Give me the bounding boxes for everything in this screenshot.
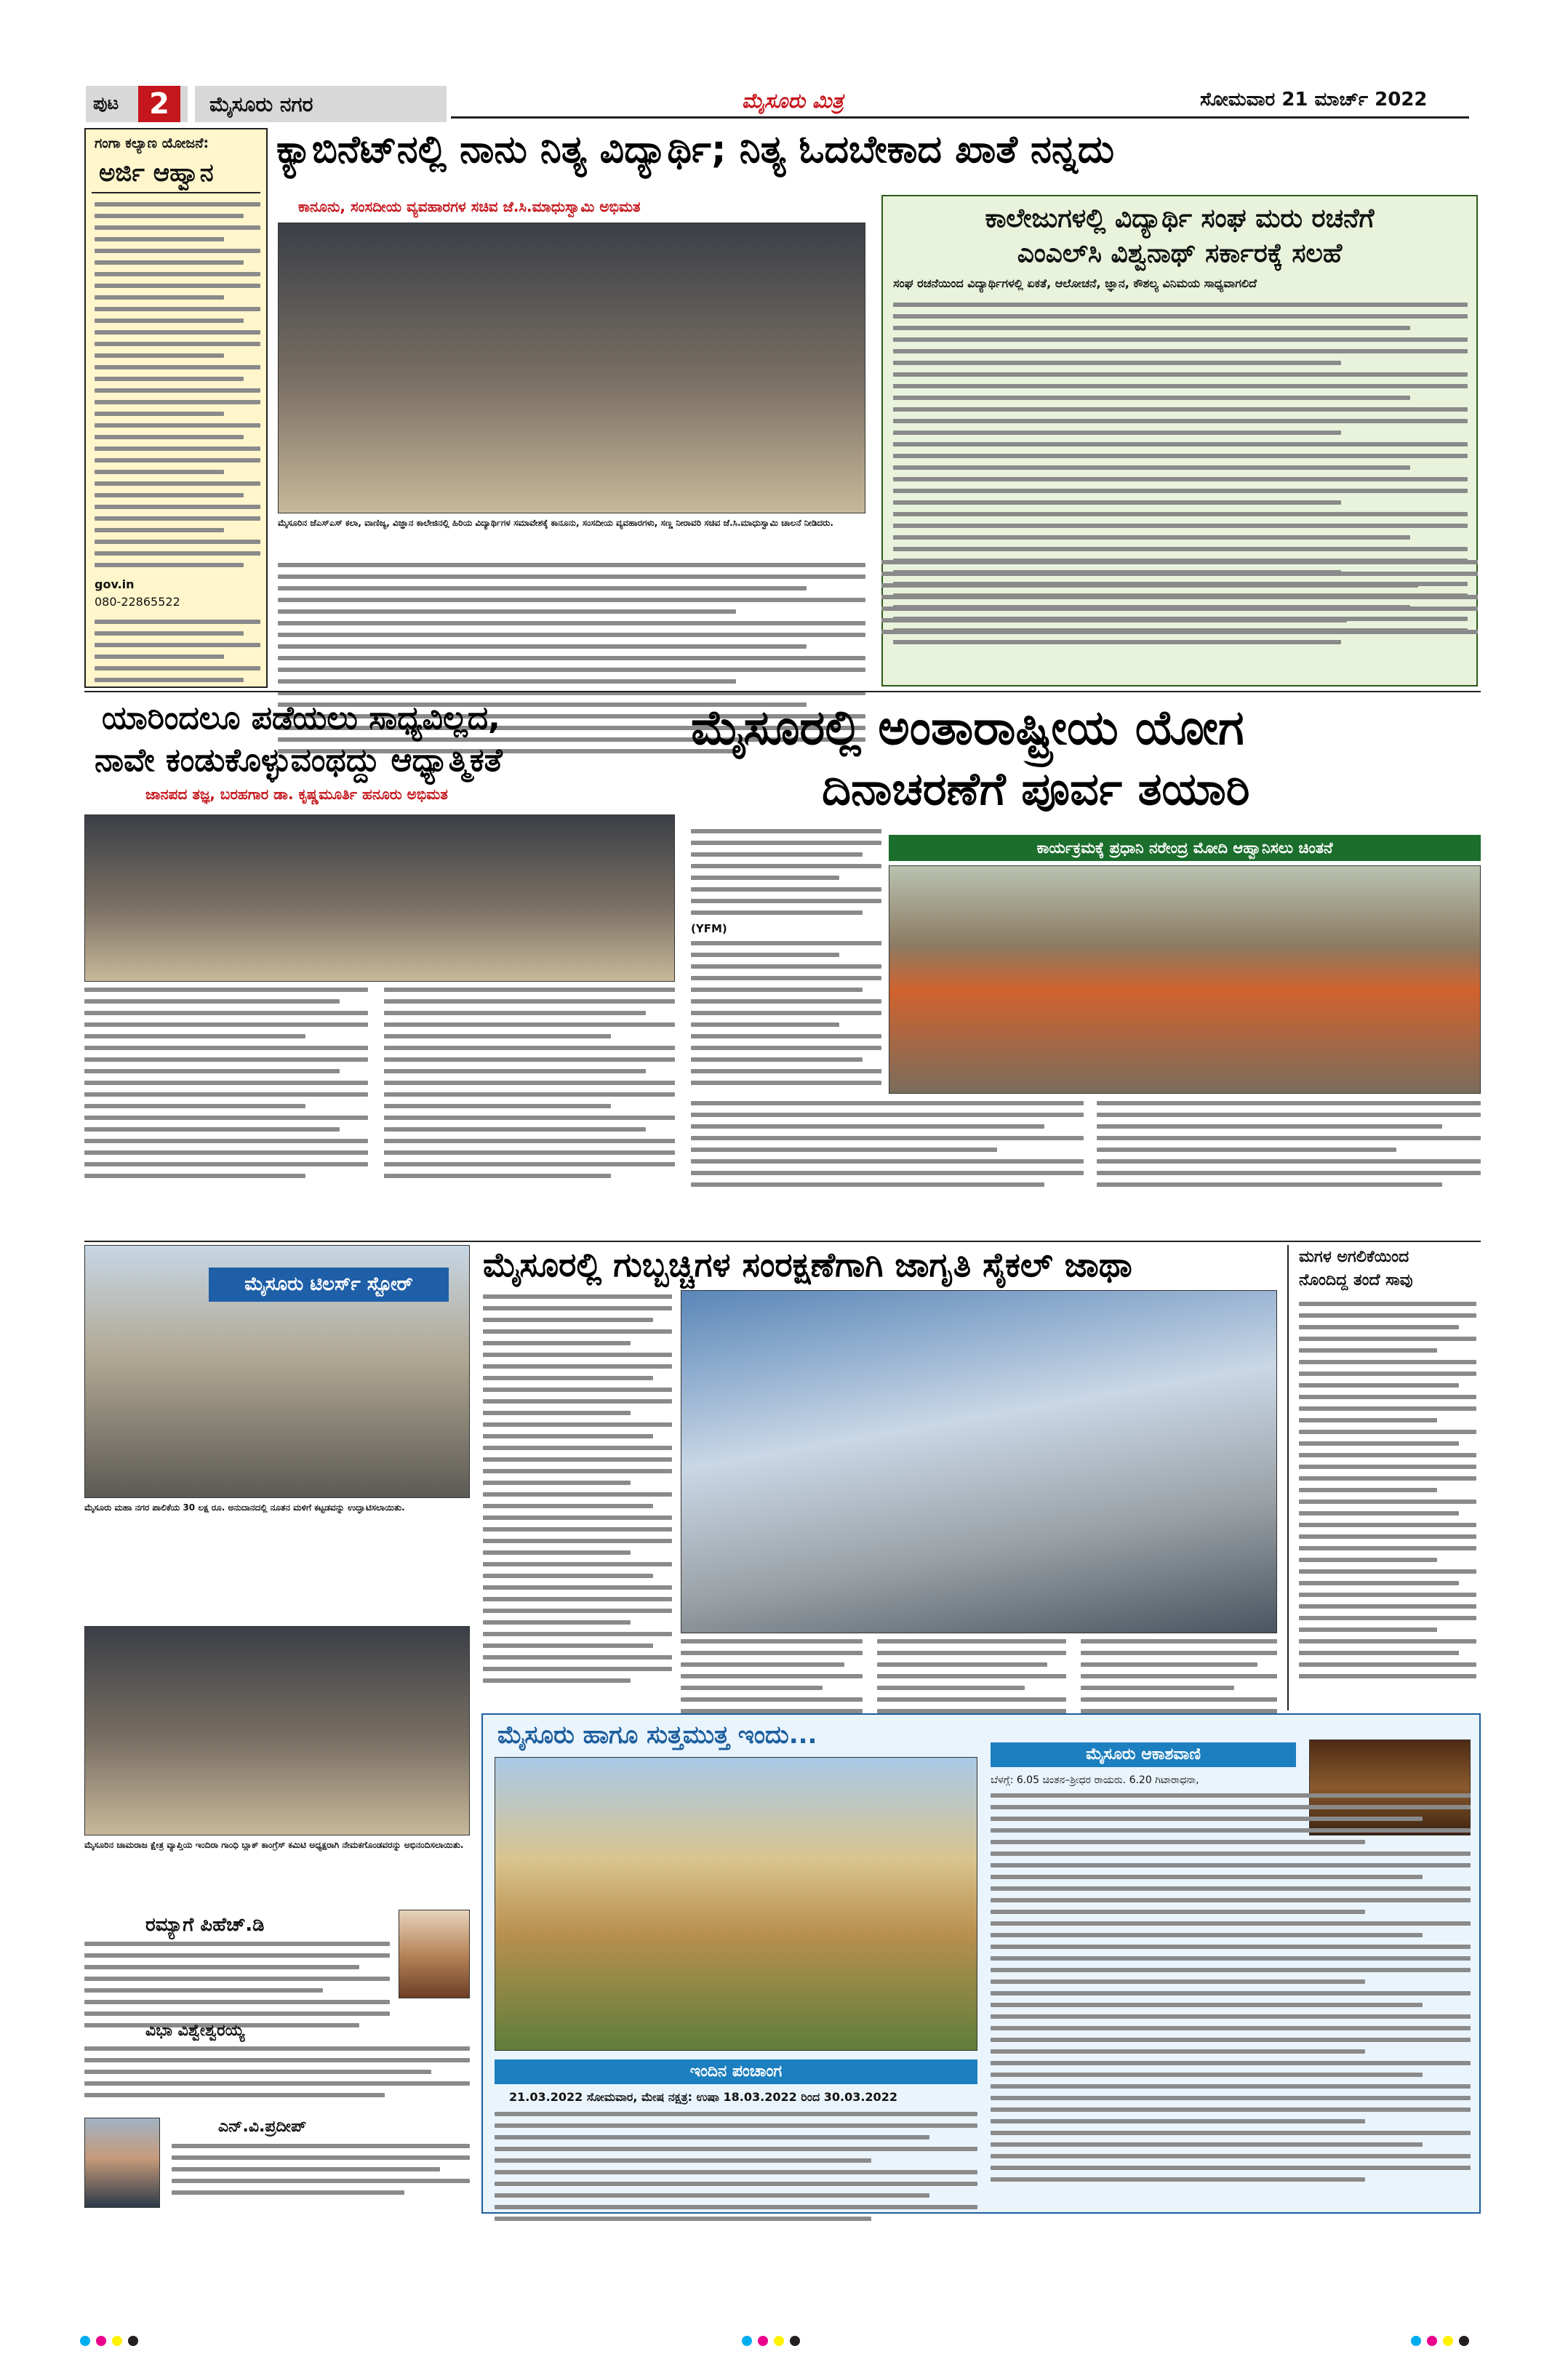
- lead-deck: ಕಾನೂನು, ಸಂಸದೀಯ ವ್ಯವಹಾರಗಳ ಸಚಿವ ಜೆ.ಸಿ.ಮಾಧುಸ್ವಾಮಿ ಅಭಿಮತ: [298, 198, 641, 215]
- section-title: ಮೈಸೂರು ನಗರ: [209, 92, 313, 116]
- registration-dot: [112, 2336, 122, 2346]
- masthead-rule: [451, 116, 1469, 119]
- yoga-photo: [889, 865, 1481, 1094]
- lead-caption: ಮೈಸೂರಿನ ಜೆಎಸ್‌ಎಸ್ ಕಲಾ, ವಾಣಿಜ್ಯ, ವಿಜ್ಞಾನ ಕಾಲೇಜಿನಲ್ಲಿ ಹಿರಿಯ ವಿದ್ಯಾರ್ಥಿಗಳ ಸಮಾವೇಶಕ್ಕೆ ಕಾನೂನು, ಸಂಸದೀಯ ವ್ಯವಹಾರಗಳು, ಸಣ್ಣ ನೀರಾವರಿ ಸಚಿವ ಜೆ.ಸಿ.ಮಾಧುಸ್ವಾಮಿ ಚಾಲನೆ ನೀಡಿದರು.: [278, 518, 833, 528]
- phd2-body: [84, 2046, 470, 2105]
- ganga-kicker: ಗಂಗಾ ಕಲ್ಯಾಣ ಯೋಜನೆ:: [95, 135, 209, 151]
- phd2-title: ವಿಭಾ ವಿಶ್ವೇಶ್ವರಯ್ಯ: [145, 2022, 245, 2040]
- panchanga-line: 21.03.2022 ಸೋಮವಾರ, ಮೇಷ ನಕ್ಷತ್ರ: ಉಷಾ 18.03.2022 ರಿಂದ 30.03.2022: [509, 2090, 897, 2104]
- store-caption: ಮೈಸೂರು ಮಹಾ ನಗರ ಪಾಲಿಕೆಯ 30 ಲಕ್ಷ ರೂ. ಅನುದಾನದಲ್ಲಿ ನೂತನ ಮಳಿಗೆ ಕಟ್ಟಡವನ್ನು ಉದ್ಘಾಟಿಸಲಾಯಿತು.: [84, 1502, 405, 1513]
- ganga-box: [84, 128, 268, 688]
- lead-headline: ಕ್ಯಾಬಿನೆಟ್‌ನಲ್ಲಿ ನಾನು ನಿತ್ಯ ವಿದ್ಯಾರ್ಥಿ; ನಿತ್ಯ ಓದಬೇಕಾದ ಖಾತೆ ನನ್ನದು: [276, 128, 1115, 172]
- spiritual-body-1: [84, 988, 368, 1185]
- college-body-cont: [881, 560, 1478, 641]
- registration-dot: [1443, 2336, 1453, 2346]
- phd1-body: [84, 1942, 390, 2035]
- issue-date: ಸೋಮವಾರ 21 ಮಾರ್ಚ್ 2022: [1200, 89, 1428, 111]
- store-photo: [84, 1245, 470, 1498]
- yoga-headline-1: ಮೈಸೂರಲ್ಲಿ ಅಂತಾರಾಷ್ಟ್ರೀಯ ಯೋಗ: [691, 700, 1244, 756]
- ganga-title: ಅರ್ಜಿ ಆಹ್ವಾನ: [99, 159, 214, 188]
- father-headline-2: ನೊಂದಿದ್ದ ತಂದೆ ಸಾವು: [1299, 1271, 1413, 1289]
- ganga-body-a: [95, 202, 260, 575]
- page-label-tab: [86, 86, 188, 122]
- spiritual-headline-2: ನಾವೇ ಕಂಡುಕೊಳ್ಳುವಂಥದ್ದು ಆಧ್ಯಾತ್ಮಿಕತೆ: [95, 742, 503, 779]
- registration-dot: [80, 2336, 90, 2346]
- cycle-body-1: [483, 1294, 672, 1690]
- cycle-headline: ಮೈಸೂರಲ್ಲಿ ಗುಬ್ಬಚ್ಚಿಗಳ ಸಂರಕ್ಷಣೆಗಾಗಿ ಜಾಗೃತಿ ಸೈಕಲ್ ಜಾಥಾ: [483, 1245, 1132, 1284]
- registration-dot: [1411, 2336, 1421, 2346]
- ganga-body-b: [95, 620, 260, 689]
- yoga-body-2: [691, 1101, 1084, 1194]
- store-sign: ಮೈಸೂರು ಟಿಲರ್ಸ್ ಸ್ಟೋರ್: [209, 1268, 449, 1302]
- registration-dot: [742, 2336, 752, 2346]
- ganga-phone: 080-22865522: [95, 595, 180, 609]
- registration-dot: [1427, 2336, 1437, 2346]
- today-title: ಮೈಸೂರು ಹಾಗೂ ಸುತ್ತಮುತ್ತ ಇಂದು...: [497, 1721, 817, 1750]
- phd3-portrait: [84, 2118, 160, 2208]
- registration-dot: [790, 2336, 800, 2346]
- panchanga-title-box: [495, 2059, 977, 2084]
- college-kicker: ಸಂಘ ರಚನೆಯಿಂದ ವಿದ್ಯಾರ್ಥಿಗಳಲ್ಲಿ ಏಕತೆ, ಆಲೋಚನೆ, ಜ್ಞಾನ, ಕೌಶಲ್ಯ ವಿನಿಮಯ ಸಾಧ್ಯವಾಗಲಿದೆ: [893, 276, 1257, 290]
- ganga-url: gov.in: [95, 577, 135, 591]
- spiritual-deck: ಜಾನಪದ ತಜ್ಞ, ಬರಹಗಾರ ಡಾ. ಕೃಷ್ಣಮೂರ್ತಿ ಹನೂರು ಅಭಿಮತ: [145, 785, 448, 803]
- section-tab: [195, 86, 447, 122]
- spiritual-headline-1: ಯಾರಿಂದಲೂ ಪಡೆಯಲು ಸಾಧ್ಯವಿಲ್ಲದ,: [102, 700, 500, 737]
- spiritual-photo: [84, 814, 675, 982]
- registration-dot: [758, 2336, 768, 2346]
- akashavani-title-box: [991, 1742, 1296, 1767]
- father-headline-1: ಮಗಳ ಅಗಲಿಕೆಯಿಂದ: [1299, 1248, 1409, 1266]
- yoga-body-3: [1097, 1101, 1481, 1194]
- college-headline-1: ಕಾಲೇಜುಗಳಲ್ಲಿ ವಿದ್ಯಾರ್ಥಿ ಸಂಘ ಮರು ರಚನೆಗೆ: [985, 204, 1375, 233]
- yoga-body-1: [691, 829, 881, 1092]
- college-headline-2: ಎಂಎಲ್‌ಸಿ ವಿಶ್ವನಾಥ್ ಸರ್ಕಾರಕ್ಕೆ ಸಲಹೆ: [1017, 239, 1343, 268]
- father-box: [1287, 1245, 1481, 1710]
- phd1-portrait: [399, 1910, 470, 1998]
- panchanga-title: ಇಂದಿನ ಪಂಚಾಂಗ: [689, 2062, 783, 2081]
- yoga-yfm: (YFM): [691, 922, 727, 935]
- page-number-badge: 2: [138, 86, 180, 122]
- panchanga-body: [495, 2112, 977, 2228]
- cycle-photo: [681, 1290, 1277, 1633]
- registration-dot: [774, 2336, 784, 2346]
- lead-photo: [278, 223, 865, 513]
- yoga-band: ಕಾರ್ಯಕ್ರಮಕ್ಕೆ ಪ್ರಧಾನಿ ನರೇಂದ್ರ ಮೋದಿ ಆಹ್ವಾನಿಸಲು ಚಿಂತನೆ: [889, 835, 1481, 861]
- page-label: ಪುಟ: [93, 93, 119, 113]
- akashavani-title: ಮೈಸೂರು ಆಕಾಶವಾಣಿ: [1086, 1745, 1201, 1764]
- congress-caption: ಮೈಸೂರಿನ ಚಾಮರಾಜ ಕ್ಷೇತ್ರ ವ್ಯಾಪ್ತಿಯ ಇಂದಿರಾ ಗಾಂಧಿ ಬ್ಲಾಕ್ ಕಾಂಗ್ರೆಸ್ ಕಮಿಟಿ ಅಧ್ಯಕ್ಷರಾಗಿ ನೇಮಕಗೊಂಡವರನ್ನು ಅಭಿನಂದಿಸಲಾಯಿತು.: [84, 1840, 464, 1850]
- palace-photo: [495, 1757, 977, 2051]
- spiritual-body-2: [384, 988, 675, 1185]
- phd3-title: ಎನ್.ವಿ.ಪ್ರದೀಪ್: [218, 2118, 307, 2136]
- congress-photo: [84, 1626, 470, 1835]
- phd3-body: [172, 2144, 470, 2202]
- phd1-title: ರಮ್ಯಾಗೆ ಪಿಹೆಚ್.ಡಿ: [145, 1914, 265, 1936]
- yoga-headline-2: ದಿನಾಚರಣೆಗೆ ಪೂರ್ವ ತಯಾರಿ: [822, 762, 1250, 815]
- paper-name: ಮೈಸೂರು ಮಿತ್ರ: [742, 89, 844, 113]
- registration-dot: [96, 2336, 106, 2346]
- akashavani-body: [991, 1793, 1471, 2189]
- registration-dot: [128, 2336, 138, 2346]
- registration-dot: [1459, 2336, 1469, 2346]
- akashavani-first: ಬೆಳಗ್ಗೆ: 6.05 ಚಿಂತನ–ಶ್ರೀಧರ ರಾಯರು. 6.20 ಗಿಟಾರಾಧನಾ,: [991, 1774, 1199, 1786]
